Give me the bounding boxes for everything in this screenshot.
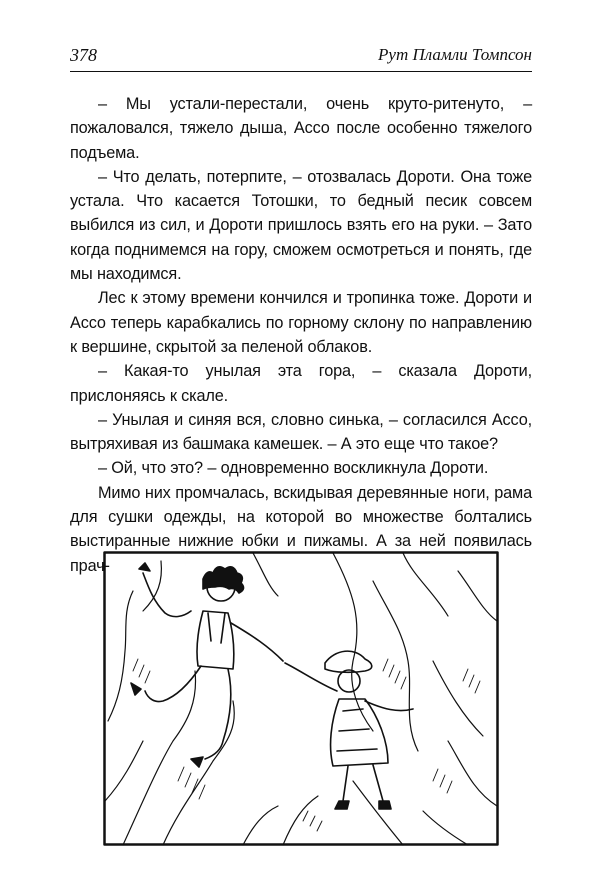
paragraph: Лес к этому времени кончился и тропинка тоже. Дороти и Ассо теперь карабкались по горному склону по направлению к вершине, скрытой за пеленой облаков.: [70, 289, 532, 356]
paragraph: – Мы устали-перестали, очень круто-ритенуто, – пожаловался, тяжело дыша, Ассо после особенно тяжелого подъема.: [70, 95, 532, 162]
rock-face: [105, 553, 497, 845]
page-number: 378: [70, 45, 97, 65]
body-text: [70, 92, 532, 578]
page-header: [70, 45, 532, 72]
paragraph: – Что делать, потерпите, – отозвалась Дороти. Она тоже устала. Что касается Тотошки, то бедный песик совсем выбился из сил, и Дороти пришлось взять его на руки. – Зато когда поднимемся на гору, сможем осмотреться и понять, где мы находимся.: [70, 167, 532, 284]
running-head: Рут Пламли Томпсон: [378, 45, 532, 64]
boy-figure: [131, 563, 283, 767]
climbing-illustration: [103, 551, 499, 846]
paragraph: – Какая-то унылая эта гора, – сказала Дороти, прислоняясь к скале.: [70, 362, 532, 405]
paragraph: – Унылая и синяя вся, словно синька, – согласился Ассо, вытряхивая из башмака камешек. – А это еще что такое?: [70, 410, 532, 454]
paragraph: Мимо них промчалась, вскидывая деревянные ноги, рама для сушки одежды, на которой во множестве болтались выстиранные нижние юбки и пижамы. А за ней появилась прач-: [70, 483, 532, 575]
paragraph: – Ой, что это? – одновременно воскликнула Дороти.: [98, 459, 489, 478]
illustration-frame: [105, 553, 498, 845]
girl-figure: [285, 651, 413, 809]
